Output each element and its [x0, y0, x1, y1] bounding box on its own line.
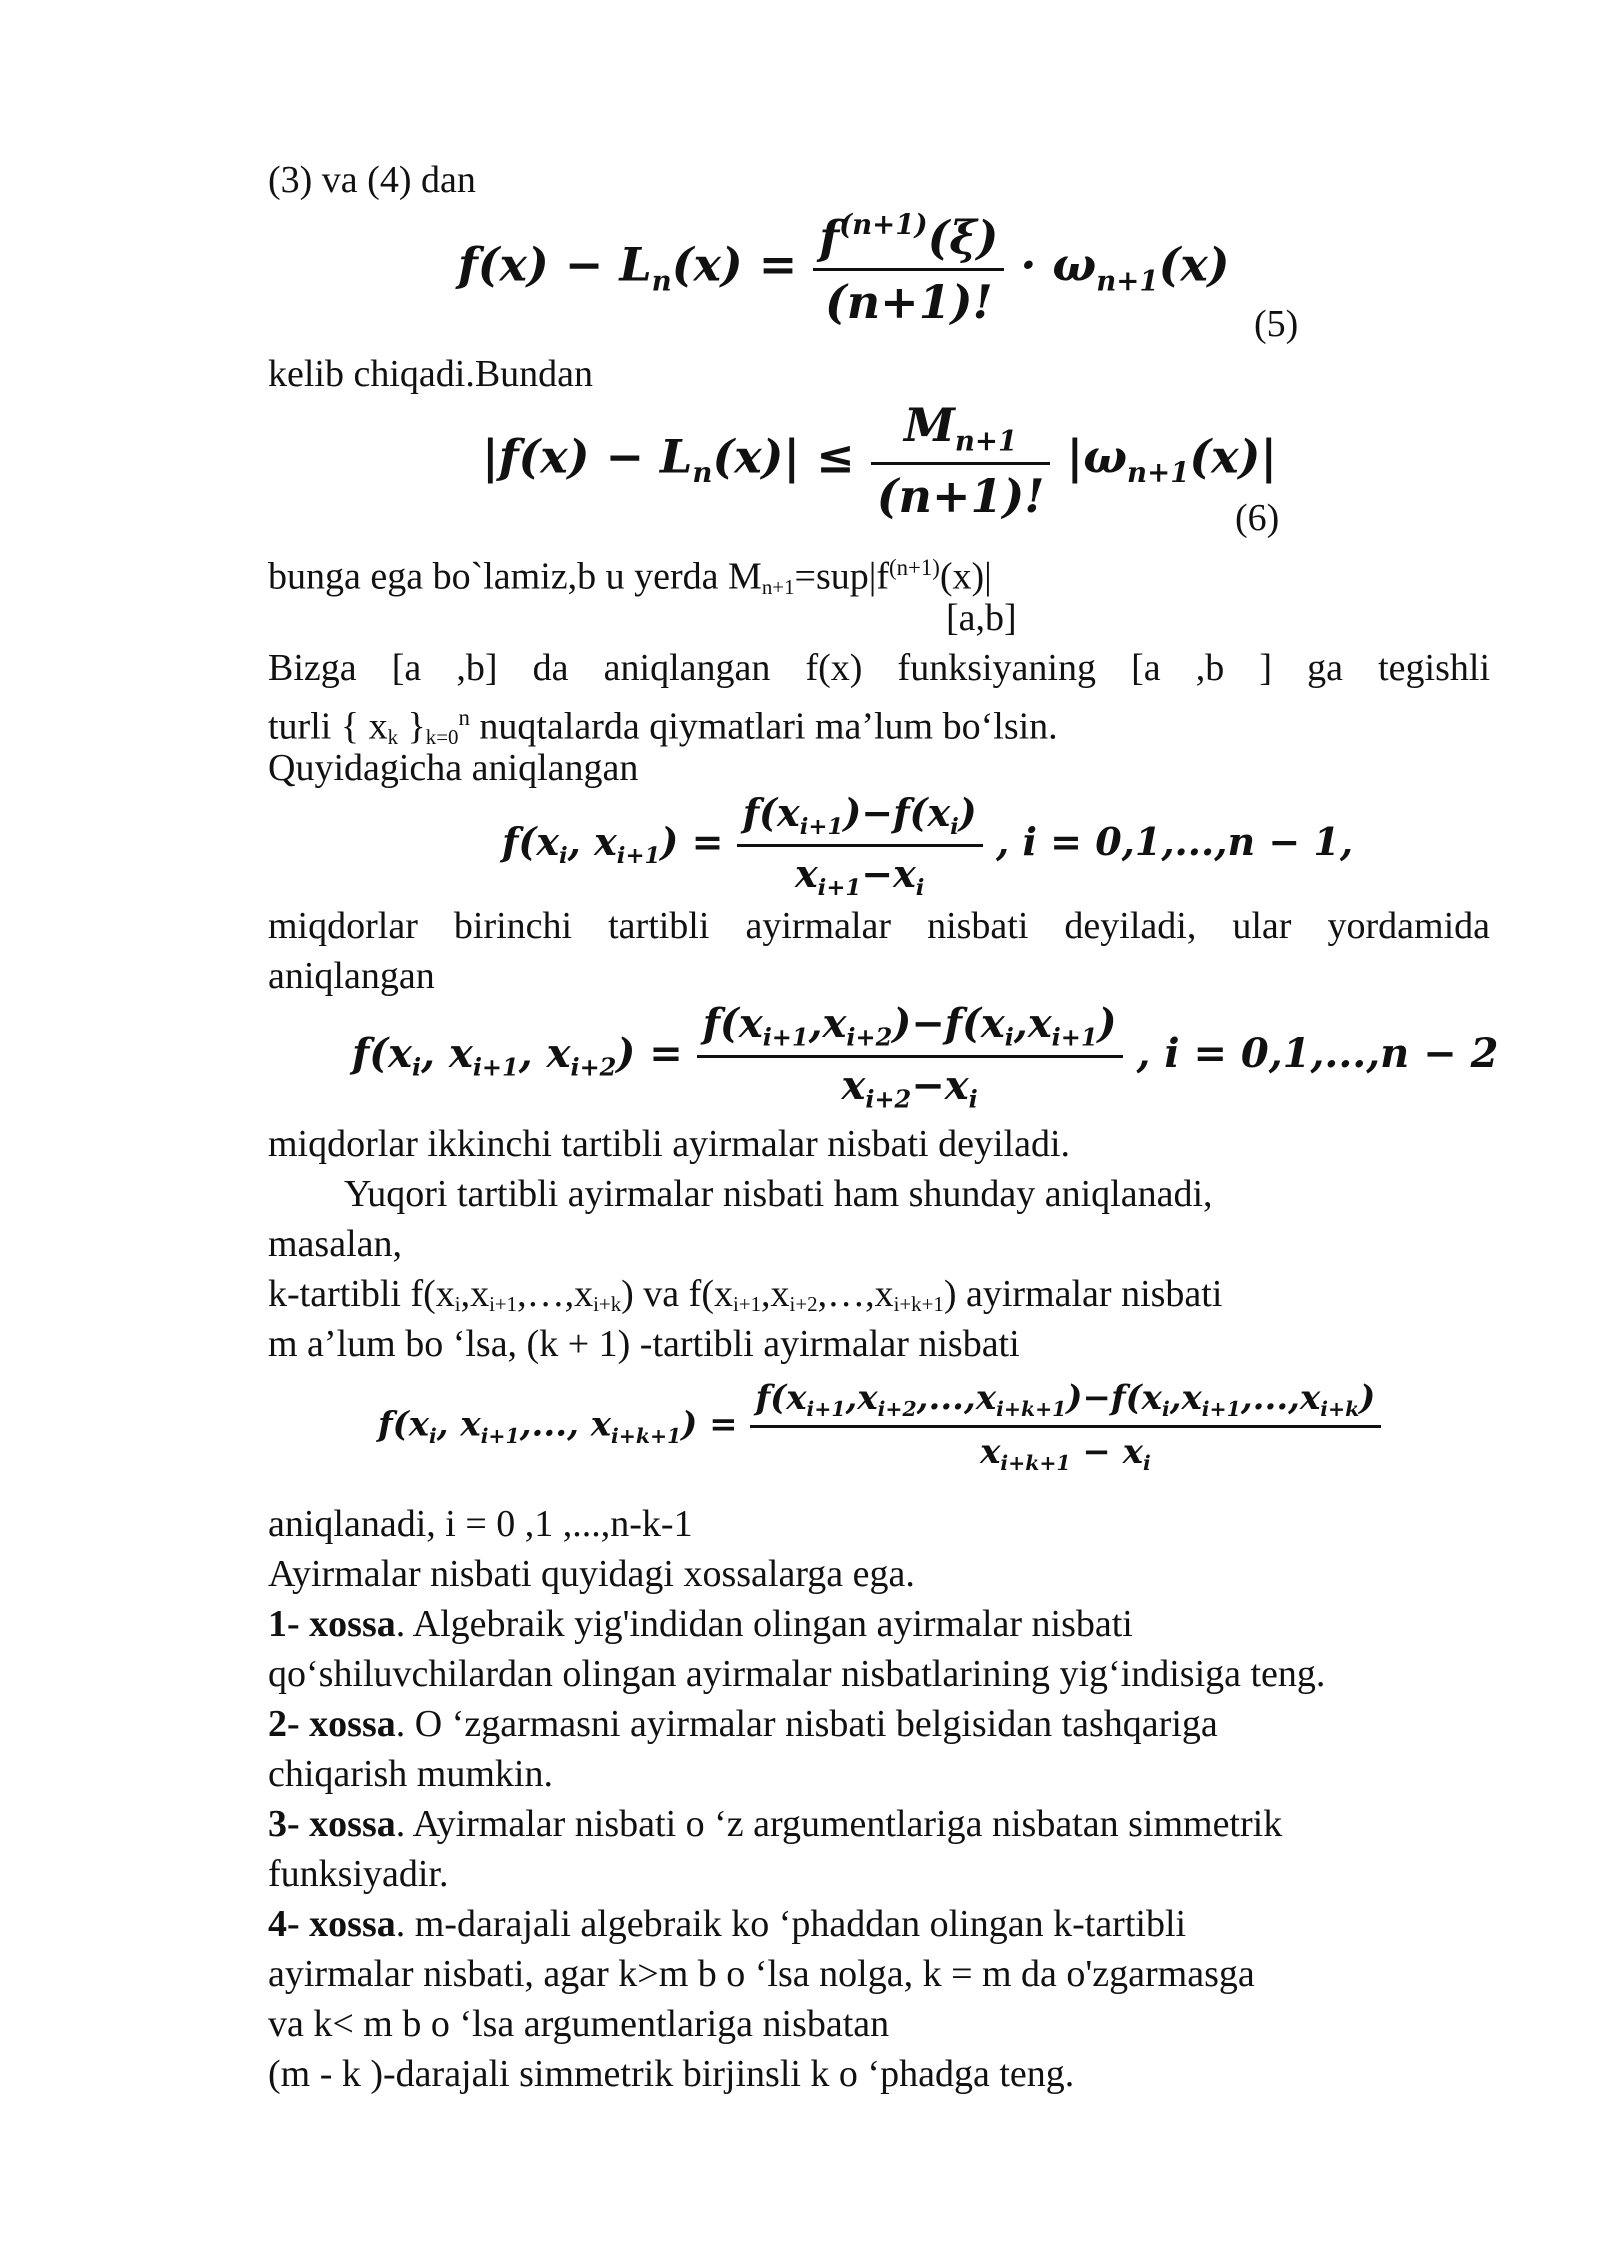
formula-6: $|f(x) - L_n(x)|$ ≤ $\frac{M_{n+1}}{(n+1)!}$ $|\omega_{n+1}(x)|$	[482, 398, 1278, 523]
text-line: miqdorlar ikkinchi tartibli ayirmalar nisbati deyiladi.	[268, 1123, 1071, 1165]
text-line: aniqlanadi, i = 0 ,1 ,...,n-k-1	[268, 1503, 693, 1545]
text-line: va k< m b o ‘lsa argumentlariga nisbatan	[268, 2003, 890, 2045]
fraction: $\frac{f(x_{i+1},x_{i+2},...,x_{i+k+1})-f(x_i,x_{i+1},...,x_{i+k})}{x_{i+k+1} - x_i}$	[750, 1378, 1382, 1475]
formula-5: $f(x) - L_n(x)$ = $\frac{f^{(n+1)}(\xi)}{(n+1)!}$ · $\omega_{n+1}(x)$	[458, 208, 1230, 330]
text-line: (3) va (4) dan	[268, 159, 476, 201]
fraction: $\frac{f^{(n+1)}(\xi)}{(n+1)!}$	[813, 208, 1004, 329]
text-line: kelib chiqadi.Bundan	[268, 353, 594, 395]
text-line: turli { xk }$k=0^n$ nuqtalarda qiymatlari ma’lum bo‘lsin.	[268, 705, 1058, 749]
formula-second-divided-difference: $f(x_i$, $x_{i+1}$, $x_{i+2}$) = $\frac{f(x_{i+1},x_{i+2})-f(x_i,x_{i+1})}{x_{i+2}-x_i}$ , i = 0,1,...,n − 2	[352, 1000, 1499, 1114]
property-2: 2- xossa. O ‘zgarmasni ayirmalar nisbati belgisidan tashqariga	[268, 1703, 1218, 1745]
text-line: (m - k )-darajali simmetrik birjinsli k o ‘phadga teng.	[268, 2053, 1075, 2095]
text-line: chiqarish mumkin.	[268, 1753, 553, 1795]
equation-number-6: (6)	[1235, 497, 1280, 539]
fraction: $\frac{M_{n+1}}{(n+1)!}$	[871, 398, 1051, 523]
formula-higher-divided-difference: $f(x_i$, $x_{i+1}$,..., $x_{i+k+1}$) = $\frac{f(x_{i+1},x_{i+2},...,x_{i+k+1})-f(x_i,x_{i+1},...,x_{i+k})}{x_{i+k+1} - x_i}$	[378, 1378, 1381, 1475]
text-line: qo‘shiluvchilardan olingan ayirmalar nisbatlarining yig‘indisiga teng.	[268, 1653, 1326, 1695]
text-line: ayirmalar nisbati, agar k>m b o ‘lsa nolga, k = m da o'zgarmasga	[268, 1953, 1255, 1995]
property-4: 4- xossa. m-darajali algebraik ko ‘phaddan olingan k-tartibli	[268, 1903, 1187, 1945]
text-line: Yuqori tartibli ayirmalar nisbati ham shunday aniqlanadi,	[344, 1173, 1213, 1215]
equation-number-5: (5)	[1254, 303, 1299, 345]
text-line: aniqlangan	[268, 955, 435, 997]
text-line: funksiyadir.	[268, 1853, 449, 1895]
text-line: Quyidagicha aniqlangan	[268, 747, 639, 789]
text-line: [a,b]	[946, 597, 1017, 639]
fraction: $\frac{f(x_{i+1},x_{i+2})-f(x_i,x_{i+1})}{x_{i+2}-x_i}$	[697, 1000, 1123, 1114]
property-1: 1- xossa. Algebraik yig'indidan olingan ayirmalar nisbati	[268, 1603, 1133, 1645]
fraction: $\frac{f(x_{i+1})-f(x_i)}{x_{i+1}-x_i}$	[737, 790, 983, 901]
text-line: Bizga [a ,b] da aniqlangan f(x) funksiyaning [a ,b ] ga tegishli	[268, 647, 1490, 689]
formula-first-divided-difference: $f(x_i$, $x_{i+1}$) = $\frac{f(x_{i+1})-f(x_i)}{x_{i+1}-x_i}$ , i = 0,1,...,n − 1,	[502, 790, 1354, 901]
text-line: bunga ega bo`lamiz,b u yerda $Mn+1=sup|f^{(n+1)}(x)|$	[268, 555, 992, 599]
text-line: k-tartibli f(xi,xi+1,…,xi+k) va f(xi+1,xi+2,…,xi+k+1) ayirmalar nisbati	[268, 1273, 1223, 1317]
property-3: 3- xossa. Ayirmalar nisbati o ‘z argumentlariga nisbatan simmetrik	[268, 1803, 1283, 1845]
text-line: masalan,	[268, 1223, 403, 1265]
text-line: Ayirmalar nisbati quyidagi xossalarga ega.	[268, 1553, 915, 1595]
text-line: miqdorlar birinchi tartibli ayirmalar nisbati deyiladi, ular yordamida	[268, 905, 1490, 947]
text-line: m a’lum bo ‘lsa, (k + 1) -tartibli ayirmalar nisbati	[268, 1323, 1020, 1365]
